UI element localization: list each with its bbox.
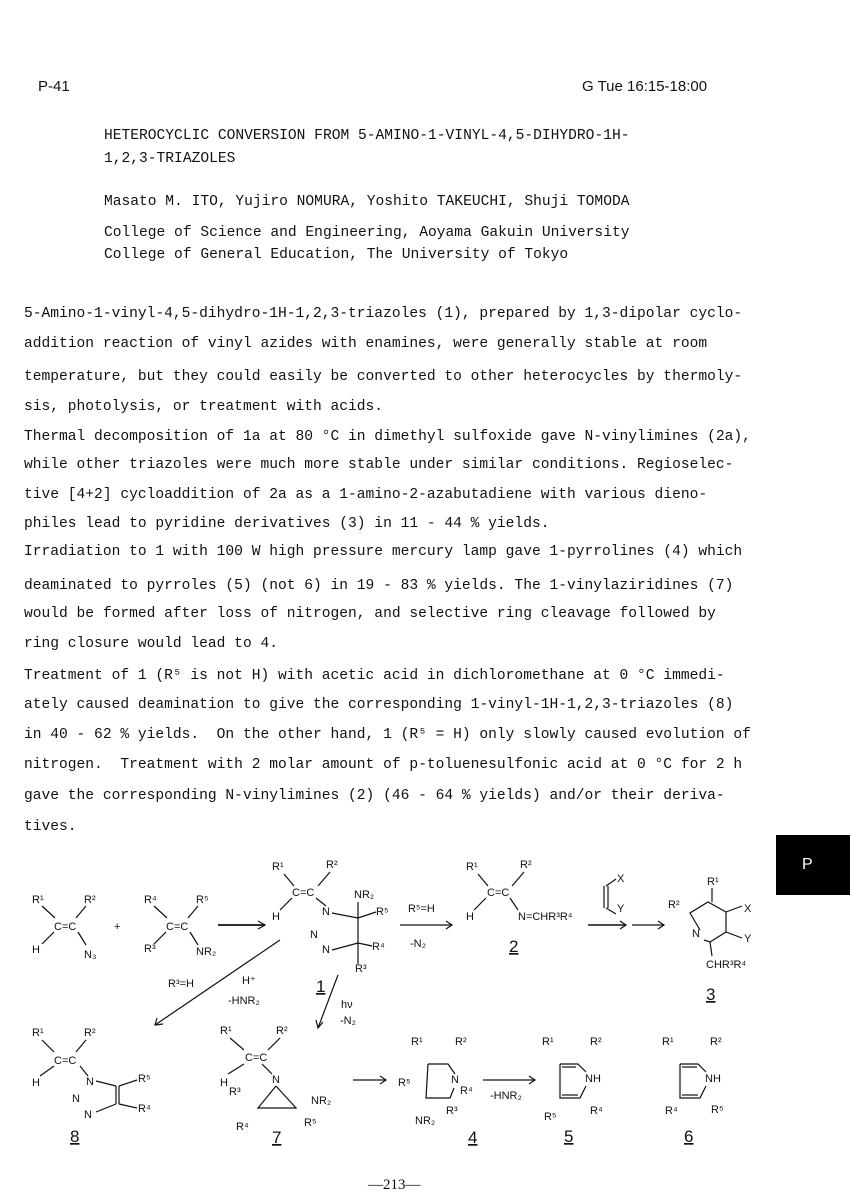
compound-number: 6 (684, 1127, 694, 1146)
label: X (744, 903, 752, 915)
dienophile-structure (604, 873, 625, 915)
label: R¹ (272, 861, 284, 873)
condition-label: R³=H (168, 978, 194, 990)
label: R⁴ (590, 1105, 603, 1117)
label: R⁴ (665, 1105, 678, 1117)
label: R¹ (707, 876, 719, 888)
poster-id: P-41 (38, 78, 70, 95)
label: C=C (292, 887, 315, 899)
label: N (322, 906, 330, 918)
label: N (451, 1074, 459, 1086)
label: NR₂ (196, 946, 217, 958)
label: H (32, 944, 40, 956)
body-line: ring closure would lead to 4. (24, 636, 278, 652)
authors: Masato M. ITO, Yujiro NOMURA, Yoshito TAKEUCHI, Shuji TOMODA (104, 194, 630, 210)
body-line: Treatment of 1 (R⁵ is not H) with acetic acid in dichloromethane at 0 °C immedi- (24, 668, 725, 684)
enamine-structure (144, 894, 216, 958)
body-line: sis, photolysis, or treatment with acids. (24, 399, 384, 415)
compound-number: 5 (564, 1127, 574, 1146)
label: N (322, 944, 330, 956)
vinyl-azide-structure (32, 894, 96, 961)
body-line: temperature, but they could easily be converted to other heterocycles by thermoly- (24, 369, 743, 385)
label: R² (668, 899, 680, 911)
compound-3-structure (668, 876, 752, 1004)
body-line: tive [4+2] cycloaddition of 2a as a 1-amino-2-azabutadiene with various dieno- (24, 487, 708, 503)
label: R² (710, 1036, 722, 1048)
label: R³ (144, 943, 156, 955)
compound-1-structure (272, 859, 389, 996)
label: R³ (355, 963, 367, 975)
plus-sign: + (114, 921, 121, 933)
label: R¹ (466, 861, 478, 873)
label: R⁵ (711, 1104, 724, 1116)
body-line: gave the corresponding N-vinylimines (2) (46 - 64 % yields) and/or their deriva- (24, 788, 725, 804)
label: R⁴ (144, 894, 157, 906)
label: R⁵ (196, 894, 209, 906)
label: N (692, 928, 700, 940)
label: NR₂ (415, 1115, 436, 1127)
compound-number: 4 (468, 1128, 478, 1147)
compound-number: 3 (706, 985, 716, 1004)
body-line: would be formed after loss of nitrogen, and selective ring cleavage followed by (24, 606, 716, 622)
label: H (220, 1077, 228, 1089)
label: N (72, 1093, 80, 1105)
condition-label: -N₂ (340, 1015, 356, 1027)
label: R⁵ (376, 906, 389, 918)
label: R¹ (220, 1025, 232, 1037)
title-line-1: HETEROCYCLIC CONVERSION FROM 5-AMINO-1-VINYL-4,5-DIHYDRO-1H- (104, 128, 630, 144)
label: NR₂ (311, 1095, 332, 1107)
title-line-2: 1,2,3-TRIAZOLES (104, 151, 236, 167)
label: Y (744, 933, 752, 945)
condition-label: -N₂ (410, 938, 426, 950)
label: Y (617, 903, 625, 915)
label: R⁴ (236, 1121, 249, 1133)
label: C=C (245, 1052, 268, 1064)
affiliation-2: College of General Education, The University of Tokyo (104, 247, 569, 263)
label: R¹ (411, 1036, 423, 1048)
label: H (466, 911, 474, 923)
compound-6-structure (662, 1036, 724, 1146)
body-line: Irradiation to 1 with 100 W high pressure mercury lamp gave 1-pyrrolines (4) which (24, 544, 743, 560)
label: X (617, 873, 625, 885)
label: R² (276, 1025, 288, 1037)
condition-label: -HNR₂ (228, 995, 260, 1007)
compound-2-structure (466, 859, 573, 956)
label: C=C (54, 1055, 77, 1067)
session-time: G Tue 16:15-18:00 (582, 78, 708, 95)
reaction-scheme (0, 840, 850, 1170)
body-line: addition reaction of vinyl azides with enamines, were generally stable at room (24, 336, 708, 352)
label: NH (585, 1073, 601, 1085)
condition-label: hν (341, 999, 353, 1011)
label: N₃ (84, 949, 97, 961)
compound-7-structure (220, 1025, 331, 1147)
label: R⁵ (304, 1117, 317, 1129)
label: C=C (166, 921, 189, 933)
condition-label: -HNR₂ (490, 1090, 522, 1102)
label: R¹ (32, 1027, 44, 1039)
label: CHR³R⁴ (706, 959, 747, 971)
label: R¹ (32, 894, 44, 906)
affiliation-1: College of Science and Engineering, Aoyama Gakuin University (104, 225, 630, 241)
compound-number: 7 (272, 1128, 282, 1147)
body-line: tives. (24, 819, 77, 835)
label: N (84, 1109, 92, 1121)
label: R⁴ (460, 1085, 473, 1097)
label: R¹ (542, 1036, 554, 1048)
compound-number: 1 (316, 977, 326, 996)
section-tab-label: P (802, 856, 813, 873)
compound-4-structure (398, 1036, 477, 1147)
label: R³ (229, 1086, 241, 1098)
compound-number: 8 (70, 1127, 80, 1146)
label: R⁵ (138, 1073, 151, 1085)
label: N (310, 929, 318, 941)
body-line: nitrogen. Treatment with 2 molar amount of p-toluenesulfonic acid at 0 °C for 2 h (24, 757, 743, 773)
label: H (272, 911, 280, 923)
label: R⁵ (398, 1077, 411, 1089)
label: R² (455, 1036, 467, 1048)
label: N (86, 1076, 94, 1088)
body-line: Thermal decomposition of 1a at 80 °C in dimethyl sulfoxide gave N-vinylimines (2a), (24, 429, 751, 445)
label: R² (84, 894, 96, 906)
label: R¹ (662, 1036, 674, 1048)
compound-number: 2 (509, 937, 519, 956)
label: C=C (487, 887, 510, 899)
condition-label: R⁵=H (408, 903, 435, 915)
compound-5-structure (542, 1036, 603, 1146)
label: NR₂ (354, 889, 375, 901)
label: H (32, 1077, 40, 1089)
label: R² (326, 859, 338, 871)
body-line: deaminated to pyrroles (5) (not 6) in 19 - 83 % yields. The 1-vinylaziridines (7) (24, 578, 734, 594)
body-line: while other triazoles were much more stable under similar conditions. Regioselec- (24, 457, 734, 473)
label: R² (84, 1027, 96, 1039)
body-line: in 40 - 62 % yields. On the other hand, 1 (R⁵ = H) only slowly caused evolution of (24, 727, 751, 743)
page-number: —213— (368, 1177, 421, 1193)
label: R³ (446, 1105, 458, 1117)
label: R² (590, 1036, 602, 1048)
label: C=C (54, 921, 77, 933)
label: R² (520, 859, 532, 871)
condition-label: H⁺ (242, 975, 256, 987)
body-line: 5-Amino-1-vinyl-4,5-dihydro-1H-1,2,3-triazoles (1), prepared by 1,3-dipolar cyclo- (24, 306, 743, 322)
compound-8-structure (32, 1027, 151, 1146)
label: R⁴ (138, 1103, 151, 1115)
label: NH (705, 1073, 721, 1085)
label: N=CHR³R⁴ (518, 911, 573, 923)
label: R⁵ (544, 1111, 557, 1123)
body-line: philes lead to pyridine derivatives (3) in 11 - 44 % yields. (24, 516, 550, 532)
label: R⁴ (372, 941, 385, 953)
label: N (272, 1074, 280, 1086)
body-line: ately caused deamination to give the corresponding 1-vinyl-1H-1,2,3-triazoles (8) (24, 697, 734, 713)
